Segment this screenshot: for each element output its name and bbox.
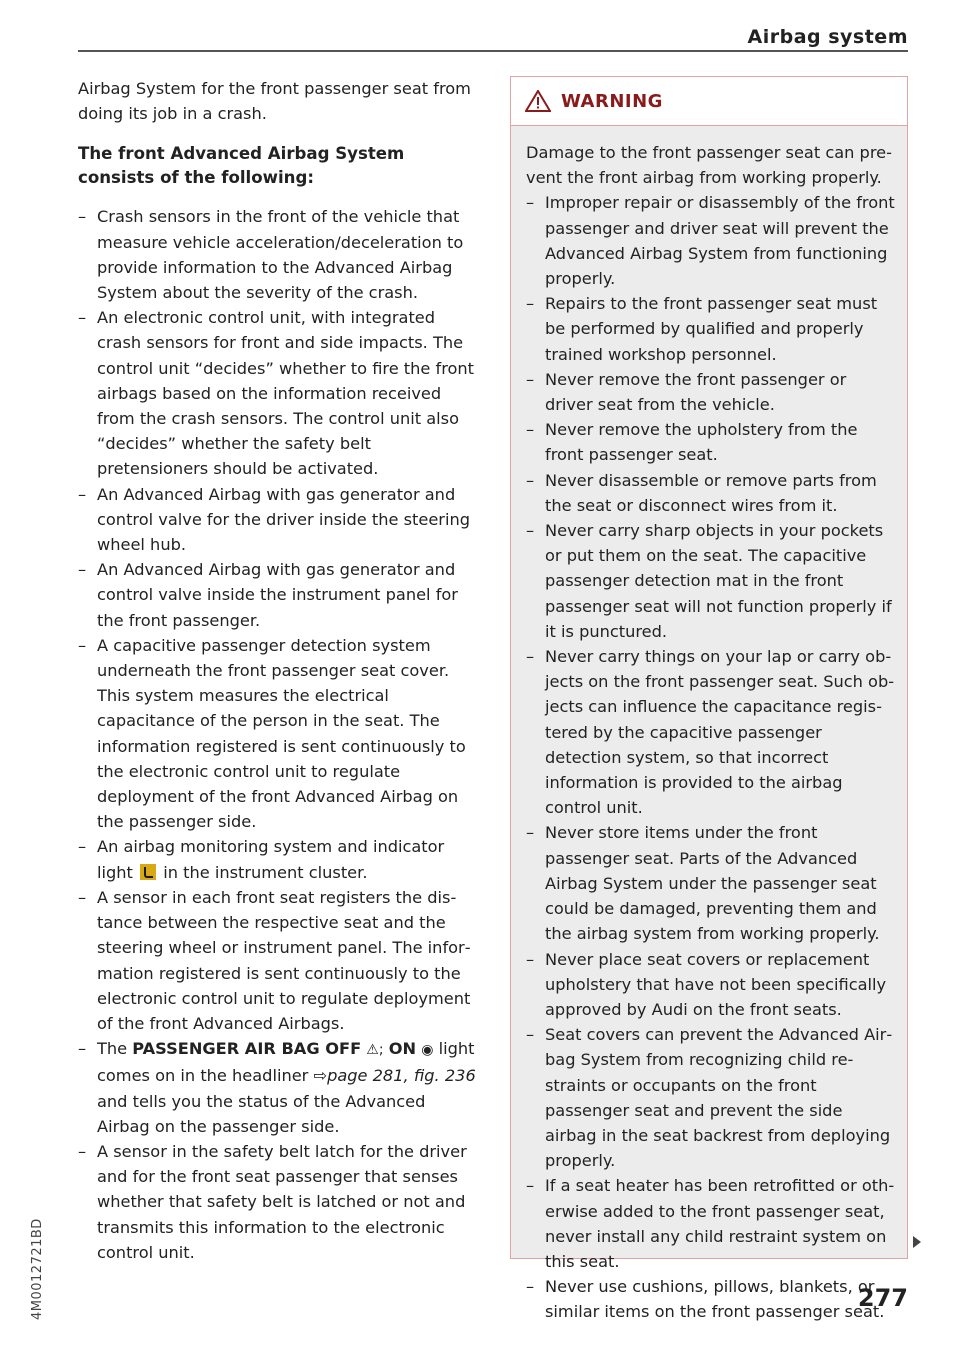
document-code: 4M0012721BD [30, 1218, 45, 1320]
page-reference-link[interactable]: page 281, fig. 236 [327, 1066, 476, 1086]
intro-paragraph: Airbag System for the front passenger seat from doing its job in a crash. [78, 79, 471, 124]
warning-item: – Never carry sharp objects in your pockets or put them on the seat. The capacitive passenger detection mat in the front passenger seat will not function properly if it is punctured. [526, 518, 895, 644]
page-number: 277 [857, 1284, 908, 1312]
subheading: The front Advanced Airbag System consists of the following: [78, 144, 405, 188]
pab-on-icon: ◉ [421, 1042, 434, 1059]
warning-item: – If a seat heater has been retrofitted or otherwise added to the front passenger seat, never install any child restraint system on this seat. [526, 1173, 895, 1274]
list-item: – An Advanced Airbag with gas generator and control valve inside the instrument panel for the front passenger. [78, 557, 480, 633]
pab-on-label: ON [388, 1039, 417, 1059]
pab-the: The [97, 1039, 128, 1059]
warning-item: – Never place seat covers or replacement upholstery that have not been specifically approved by Audi on the front seats. [526, 947, 895, 1023]
pab-off-icon: ⚠; [366, 1042, 384, 1059]
warning-item: – Seat covers can prevent the Advanced Airbag System from recognizing child restraints or occupants on the front passenger seat and prevent the side airbag in the seat backrest from deploying properly. [526, 1022, 895, 1173]
list-item-monitor [78, 834, 480, 884]
warning-list [526, 190, 895, 1324]
monitor-text-post: in the instrument cluster. [163, 862, 368, 882]
component-list [78, 204, 480, 1265]
warning-header [511, 77, 907, 126]
warning-item: – Never disassemble or remove parts from the seat or disconnect wires from it. [526, 468, 895, 518]
warning-item: – Improper repair or disassembly of the front passenger and driver seat will prevent the Advanced Airbag System from functioning properly. [526, 190, 895, 291]
list-item-passenger-airbag [78, 1036, 480, 1139]
list-item: – Crash sensors in the front of the vehicle that measure vehicle acceleration/deceleration to provide information to the Advanced Airbag System about the severity of the crash. [78, 204, 480, 305]
list-item: – An electronic control unit, with integrated crash sensors for front and side impacts. The control unit “decides” whether to fire the front airbags based on the information received from the crash sensors. The control unit also “decides” whether the safety belt pretensioners should be activated. [78, 305, 480, 481]
warning-item: – Never carry things on your lap or carry objects on the front passenger seat. Such objects can influence the capacitance registered by the capacitive passenger detection system, so that incorrect information is provided to the airbag control unit. [526, 644, 895, 820]
list-item: – A sensor in each front seat registers the distance between the respective seat and the steering wheel or instrument panel. The information registered is sent continuously to the electronic control unit to regulate deployment of the front Advanced Airbags. [78, 885, 480, 1036]
warning-item: – Never store items under the front passenger seat. Parts of the Advanced Airbag System under the passenger seat could be damaged, preventing them and the airbag system from working properly. [526, 820, 895, 946]
list-item: – An Advanced Airbag with gas generator and control valve for the driver inside the steering wheel hub. [78, 482, 480, 558]
warning-item: – Never use cushions, pillows, blankets, or similar items on the front passenger seat. [526, 1274, 895, 1324]
airbag-indicator-icon [140, 864, 156, 880]
monitor-text-pre: An airbag monitoring system and indicator light [97, 837, 445, 882]
list-item: – A capacitive passenger detection system underneath the front passenger seat cover. This system measures the electrical capacitance of the person in the seat. The information registered is sent continuously to the electronic control unit to regulate deployment of the front Advanced Airbag on the passenger side. [78, 633, 480, 835]
warning-title: WARNING [561, 90, 663, 112]
pab-off-label: PASSENGER AIR BAG OFF [132, 1039, 362, 1059]
warning-body [511, 126, 907, 1325]
section-title: Airbag system [747, 26, 908, 48]
header-rule [78, 50, 908, 52]
warning-item: – Repairs to the front passenger seat must be performed by qualified and properly trained workshop personnel. [526, 291, 895, 367]
left-column [78, 76, 480, 1265]
ref-arrow-icon: ⇨ [313, 1066, 328, 1086]
pab-mid: light comes on in the headliner [97, 1039, 475, 1086]
warning-intro: Damage to the front passenger seat can prevent the front airbag from working properly. [526, 143, 892, 188]
continue-arrow-icon[interactable] [913, 1236, 921, 1248]
pab-post: and tells you the status of the Advanced Airbag on the passenger side. [97, 1091, 426, 1136]
warning-item: – Never remove the upholstery from the front passenger seat. [526, 417, 895, 467]
warning-triangle-icon [525, 90, 551, 112]
warning-item: – Never remove the front passenger or driver seat from the vehicle. [526, 367, 895, 417]
list-item: – A sensor in the safety belt latch for the driver and for the front seat passenger that senses whether that safety belt is latched or not and transmits this information to the electronic control unit. [78, 1139, 480, 1265]
